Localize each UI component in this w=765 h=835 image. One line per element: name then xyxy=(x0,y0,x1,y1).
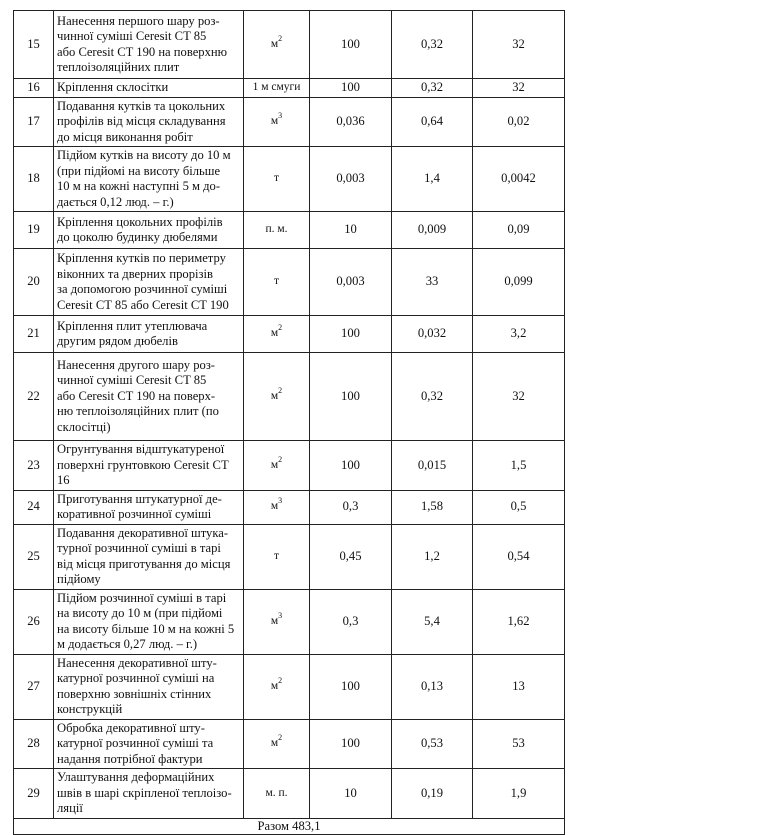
operation-description: Нанесення першого шару роз- чинної суміші Ceresit CT 85 або Ceresit CT 190 на поверхню теплоізоляційних плит xyxy=(54,11,244,79)
labor-cell: 13 xyxy=(473,654,565,719)
volume-cell: 10 xyxy=(310,769,392,819)
volume-cell: 10 xyxy=(310,212,392,249)
row-number: 15 xyxy=(14,11,54,79)
volume-cell: 100 xyxy=(310,719,392,769)
volume-cell: 100 xyxy=(310,441,392,491)
operation-description: Кріплення цокольних профілів до цоколю будинку дюбелями xyxy=(54,212,244,249)
norm-cell: 0,032 xyxy=(392,316,473,353)
norm-cell: 1,58 xyxy=(392,490,473,524)
table-row xyxy=(14,353,565,441)
unit-cell: т xyxy=(244,524,310,589)
work-table xyxy=(13,10,565,835)
operation-description: Кріплення склосітки xyxy=(54,79,244,98)
row-number: 24 xyxy=(14,490,54,524)
table-row xyxy=(14,524,565,589)
unit-cell: $м^2$ xyxy=(244,316,310,353)
operation-description: Приготування штукатурної де- коративної розчинної суміші xyxy=(54,490,244,524)
work-table-body xyxy=(14,11,565,835)
volume-cell: 0,45 xyxy=(310,524,392,589)
operation-description: Нанесення декоративної шту- катурної розчинної суміші на поверхню зовнішніх стінних конструкцій xyxy=(54,654,244,719)
unit-cell: т xyxy=(244,249,310,316)
norm-cell: 0,32 xyxy=(392,353,473,441)
row-number: 18 xyxy=(14,147,54,212)
table-row xyxy=(14,97,565,147)
row-number: 17 xyxy=(14,97,54,147)
table-row xyxy=(14,654,565,719)
labor-cell: 53 xyxy=(473,719,565,769)
operation-description: Подавання кутків та цокольних профілів від місця складування до місця виконання робіт xyxy=(54,97,244,147)
volume-cell: 0,003 xyxy=(310,147,392,212)
norm-cell: 1,4 xyxy=(392,147,473,212)
table-row xyxy=(14,589,565,654)
unit-cell: $м^2$ xyxy=(244,353,310,441)
unit-cell: п. м. xyxy=(244,212,310,249)
norm-cell: 0,64 xyxy=(392,97,473,147)
labor-cell: 0,5 xyxy=(473,490,565,524)
labor-cell: 0,099 xyxy=(473,249,565,316)
table-row xyxy=(14,147,565,212)
labor-cell: 0,09 xyxy=(473,212,565,249)
volume-cell: 0,003 xyxy=(310,249,392,316)
table-row xyxy=(14,249,565,316)
table-row xyxy=(14,490,565,524)
norm-cell: 0,19 xyxy=(392,769,473,819)
volume-cell: 100 xyxy=(310,79,392,98)
norm-cell: 0,32 xyxy=(392,11,473,79)
unit-cell: м. п. xyxy=(244,769,310,819)
operation-description: Кріплення кутків по периметру віконних та дверних прорізів за допомогою розчинної суміші Ceresit CT 85 або Ceresit CT 190 xyxy=(54,249,244,316)
table-row xyxy=(14,11,565,79)
operation-description: Обробка декоративної шту- катурної розчинної суміші та надання потрібної фактури xyxy=(54,719,244,769)
labor-cell: 32 xyxy=(473,11,565,79)
volume-cell: 0,036 xyxy=(310,97,392,147)
volume-cell: 100 xyxy=(310,316,392,353)
unit-cell: $м^3$ xyxy=(244,589,310,654)
operation-description: Підйом кутків на висоту до 10 м (при підйомі на висоту більше 10 м на кожні наступні 5 м до- дається 0,12 люд. – г.) xyxy=(54,147,244,212)
table-row xyxy=(14,79,565,98)
table-row xyxy=(14,441,565,491)
volume-cell: 0,3 xyxy=(310,589,392,654)
norm-cell: 0,13 xyxy=(392,654,473,719)
unit-cell: $м^3$ xyxy=(244,490,310,524)
volume-cell: 100 xyxy=(310,353,392,441)
row-number: 21 xyxy=(14,316,54,353)
norm-cell: 1,2 xyxy=(392,524,473,589)
operation-description: Огрунтування відштукатуреної поверхні грунтовкою Ceresit CT 16 xyxy=(54,441,244,491)
operation-description: Улаштування деформаційних швів в шарі скріпленої теплоізо- ляції xyxy=(54,769,244,819)
row-number: 23 xyxy=(14,441,54,491)
norm-cell: 0,32 xyxy=(392,79,473,98)
norm-cell: 0,009 xyxy=(392,212,473,249)
row-number: 20 xyxy=(14,249,54,316)
unit-cell: $м^2$ xyxy=(244,441,310,491)
table-row xyxy=(14,316,565,353)
operation-description: Підйом розчинної суміші в тарі на висоту до 10 м (при підйомі на висоту більше 10 м на кожні 5 м додається 0,27 люд. – г.) xyxy=(54,589,244,654)
labor-cell: 32 xyxy=(473,79,565,98)
row-number: 25 xyxy=(14,524,54,589)
row-number: 28 xyxy=(14,719,54,769)
labor-cell: 3,2 xyxy=(473,316,565,353)
volume-cell: 100 xyxy=(310,11,392,79)
unit-cell: $м^3$ xyxy=(244,97,310,147)
norm-cell: 0,53 xyxy=(392,719,473,769)
labor-cell: 0,54 xyxy=(473,524,565,589)
norm-cell: 0,015 xyxy=(392,441,473,491)
row-number: 29 xyxy=(14,769,54,819)
unit-cell: $м^2$ xyxy=(244,11,310,79)
volume-cell: 0,3 xyxy=(310,490,392,524)
table-row xyxy=(14,719,565,769)
volume-cell: 100 xyxy=(310,654,392,719)
labor-cell: 32 xyxy=(473,353,565,441)
labor-cell: 0,0042 xyxy=(473,147,565,212)
labor-cell: 1,62 xyxy=(473,589,565,654)
total-row xyxy=(14,818,565,835)
operation-description: Кріплення плит утеплювача другим рядом дюбелів xyxy=(54,316,244,353)
row-number: 16 xyxy=(14,79,54,98)
total-label: Разом 483,1 xyxy=(14,818,565,835)
norm-cell: 5,4 xyxy=(392,589,473,654)
labor-cell: 1,5 xyxy=(473,441,565,491)
operation-description: Нанесення другого шару роз- чинної суміші Ceresit CT 85 або Ceresit CT 190 на поверх- ню теплоізоляційних плит (по склосітці) xyxy=(54,353,244,441)
row-number: 19 xyxy=(14,212,54,249)
labor-cell: 0,02 xyxy=(473,97,565,147)
row-number: 27 xyxy=(14,654,54,719)
unit-cell: 1 м смуги xyxy=(244,79,310,98)
row-number: 26 xyxy=(14,589,54,654)
norm-cell: 33 xyxy=(392,249,473,316)
row-number: 22 xyxy=(14,353,54,441)
labor-cell: 1,9 xyxy=(473,769,565,819)
operation-description: Подавання декоративної штука- турної розчинної суміші в тарі від місця приготування до місця підйому xyxy=(54,524,244,589)
unit-cell: $м^2$ xyxy=(244,654,310,719)
table-row xyxy=(14,212,565,249)
table-row xyxy=(14,769,565,819)
unit-cell: $м^2$ xyxy=(244,719,310,769)
unit-cell: т xyxy=(244,147,310,212)
